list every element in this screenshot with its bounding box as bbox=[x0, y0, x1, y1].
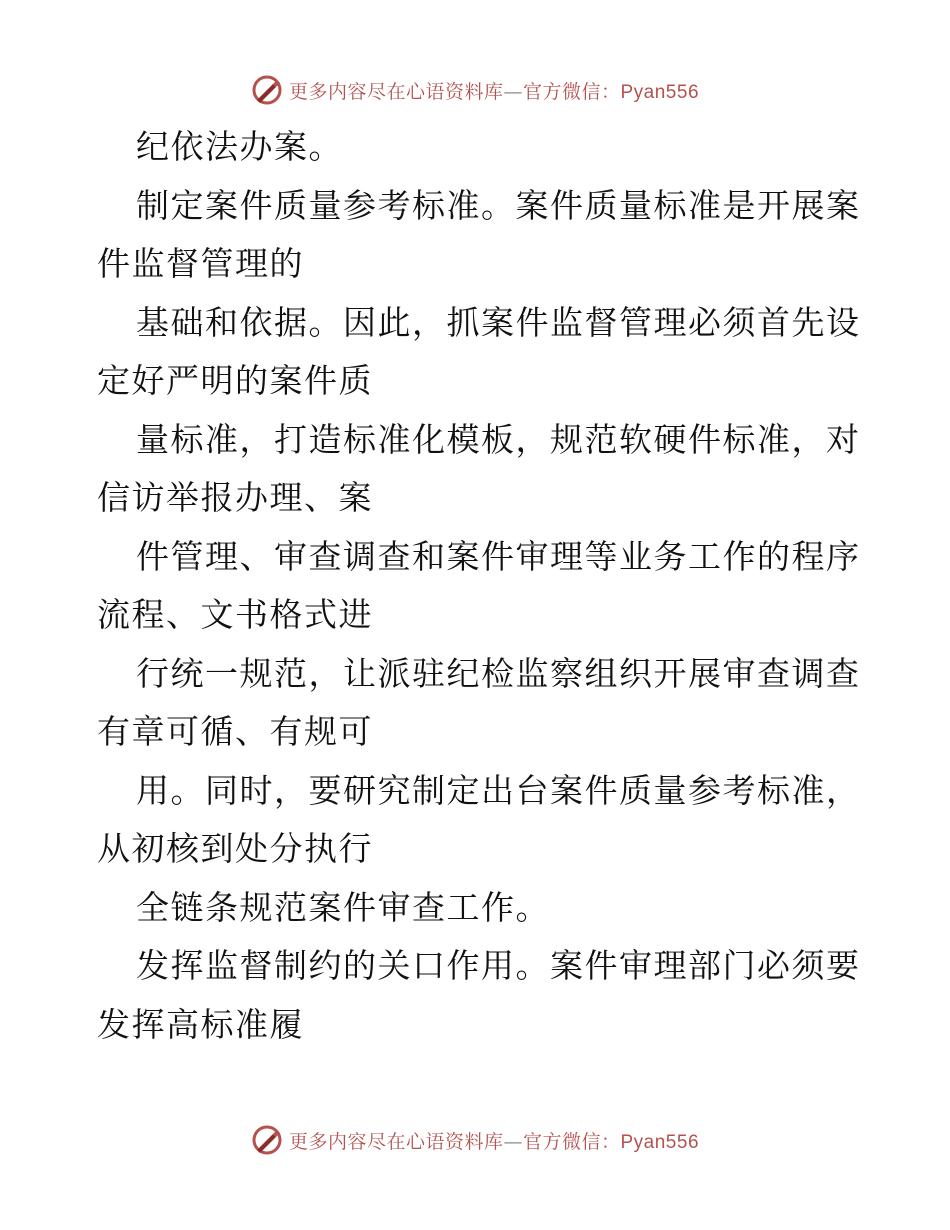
text-line: 制定案件质量参考标准。案件质量标准是开展案 bbox=[136, 185, 861, 225]
text-line: 定好严明的案件质 bbox=[97, 361, 373, 400]
text-line: 量标准，打造标准化模板，规范软硬件标准，对 bbox=[136, 419, 861, 459]
text-line: 用。同时，要研究制定出台案件质量参考标准， bbox=[136, 770, 861, 810]
pen-logo-icon bbox=[251, 74, 283, 106]
footer-banner-separator: — bbox=[503, 1130, 523, 1153]
text-line: 纪依法办案。 bbox=[136, 127, 343, 166]
footer-banner-text bbox=[289, 1127, 699, 1154]
text-line: 有章可循、有规可 bbox=[97, 712, 373, 751]
text-line: 行统一规范，让派驻纪检监察组织开展审查调查 bbox=[136, 653, 861, 693]
header-banner bbox=[0, 70, 950, 110]
header-banner-separator: — bbox=[503, 80, 523, 103]
text-line: 流程、文书格式进 bbox=[97, 595, 373, 634]
text-line: 件管理、审查调查和案件审理等业务工作的程序 bbox=[136, 536, 861, 576]
text-line: 全链条规范案件审查工作。 bbox=[136, 887, 550, 927]
header-banner-contact: 官方微信：Pyan556 bbox=[523, 81, 700, 103]
text-line: 信访举报办理、案 bbox=[97, 478, 373, 517]
header-banner-title: 更多内容尽在心语资料库 bbox=[288, 80, 504, 103]
pen-logo-icon bbox=[251, 1124, 283, 1156]
text-line: 发挥监督制约的关口作用。案件审理部门必须要 bbox=[136, 946, 861, 985]
footer-banner-title: 更多内容尽在心语资料库 bbox=[288, 1130, 504, 1153]
text-line: 件监督管理的 bbox=[97, 244, 304, 283]
footer-banner-contact: 官方微信：Pyan556 bbox=[523, 1131, 700, 1153]
header-banner-text bbox=[289, 77, 699, 104]
text-line: 基础和依据。因此，抓案件监督管理必须首先设 bbox=[136, 302, 861, 342]
footer-banner bbox=[0, 1120, 950, 1160]
text-line: 从初核到处分执行 bbox=[97, 829, 373, 868]
text-line: 发挥高标准履 bbox=[97, 1004, 304, 1044]
document-body bbox=[97, 118, 861, 1054]
